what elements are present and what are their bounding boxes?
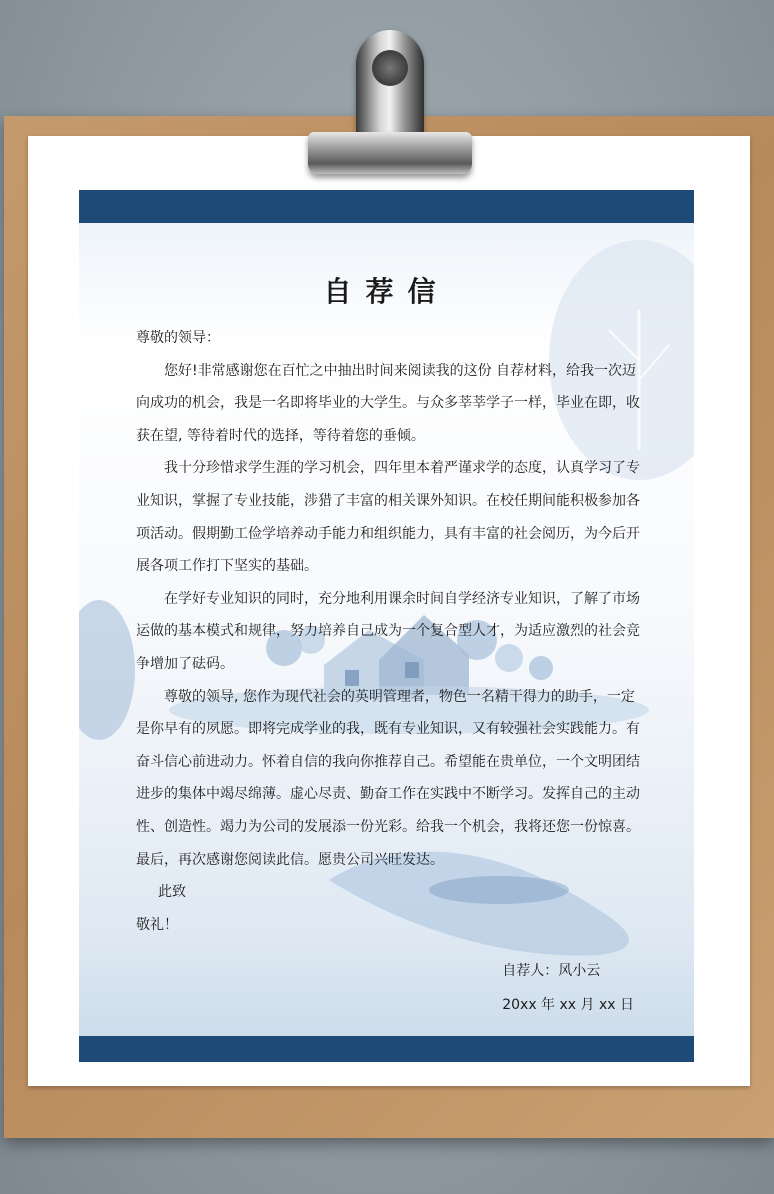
paragraph-1: 您好!非常感谢您在百忙之中抽出时间来阅读我的这份 自荐材料，给我一次迈向成功的机会，我是一名即将毕业的大学生。与众多莘莘学子一样，毕业在即，收获在望, 等待着时代的选择，等待着您的垂倾。: [136, 362, 640, 444]
clip-ring: [356, 30, 424, 142]
clip-hole: [372, 50, 408, 86]
salutation: 尊敬的领导：: [136, 330, 220, 346]
paragraph-3: 在学好专业知识的同时，充分地利用课余时间自学经济专业知识，了解了市场运做的基本模式和规律，努力培养自己成为一个复合型人才，为适应激烈的社会竞争增加了砝码。: [136, 590, 640, 672]
letter-document: [79, 190, 694, 1062]
letter-date: 20xx 年 xx 月 xx 日: [502, 997, 634, 1013]
letter-body: [136, 322, 641, 941]
binder-clip: [308, 132, 472, 174]
footer-band: [79, 1036, 694, 1062]
paragraph-2: 我十分珍惜求学生涯的学习机会，四年里本着严谨求学的态度，认真学习了专业知识，掌握了专业技能，涉猎了丰富的相关课外知识。在校任期间能积极参加各项活动。假期勤工俭学培养动手能力和组织能力，具有丰富的社会阅历，为今后开展各项工作打下坚实的基础。: [136, 460, 640, 575]
paragraph-4: 尊敬的领导, 您作为现代社会的英明管理者，物色一名精干得力的助手，一定是你早有的夙愿。即将完成学业的我，既有专业知识，又有较强社会实践能力。有奋斗信心前进动力。怀着自信的我向你推荐自己。希望能在贵单位，一个文明团结进步的集体中竭尽绵薄。虚心尽责、勤奋工作在实践中不断学习。发挥自己的主动性、创造性。竭力为公司的发展添一份光彩。给我一个机会，我将还您一份惊喜。最后，再次感谢您阅读此信。愿贵公司兴旺发达。: [136, 688, 640, 868]
closing-line-1: 此致: [158, 884, 186, 901]
signer-name: 自荐人：风小云: [502, 963, 601, 979]
letter-title: 自荐信: [323, 275, 450, 308]
closing-line-2: 敬礼！: [136, 916, 178, 933]
signature-block: [502, 954, 634, 1022]
